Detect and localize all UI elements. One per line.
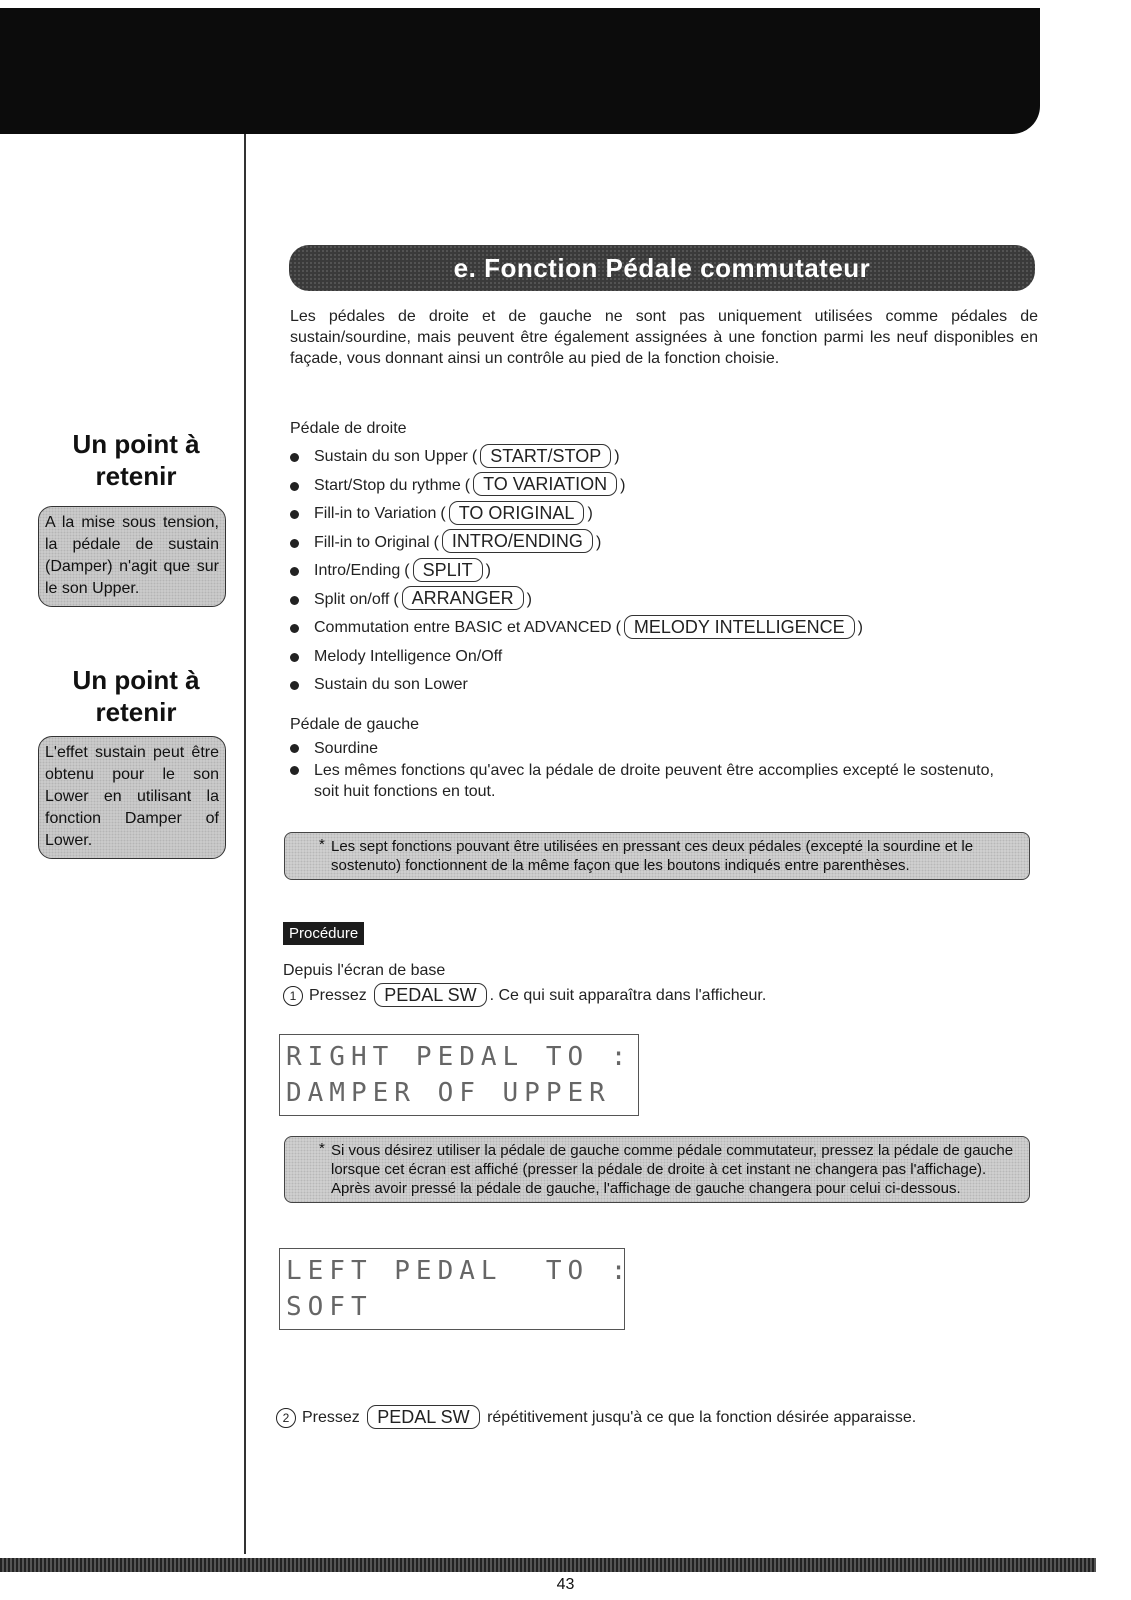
right-pedal-list (288, 443, 863, 700)
list-item: Sustain du son Lower (288, 671, 863, 700)
lcd-display-right (279, 1034, 639, 1116)
pedal-sw-key: PEDAL SW (374, 983, 486, 1007)
to-original-key: TO ORIGINAL (449, 501, 585, 525)
split-key: SPLIT (413, 558, 483, 582)
list-item: Sustain du son Upper ( START/STOP ) (288, 443, 863, 472)
left-pedal-heading: Pédale de gauche (290, 716, 419, 733)
sidebar-heading-2: Un point à retenir (72, 665, 200, 727)
list-item: Split on/off ( ARRANGER ) (288, 586, 863, 615)
pedal-sw-key: PEDAL SW (367, 1405, 479, 1429)
header-band (0, 8, 1040, 134)
sidebar-heading-1: Un point à retenir (72, 429, 200, 491)
sidebar-tip-1: A la mise sous tension, la pédale de sustain (Damper) n'agit que sur le son Upper. (38, 506, 226, 607)
step-2: 2 Pressez PEDAL SW répétitivement jusqu'à ce que la fonction désirée apparaisse. (276, 1406, 916, 1430)
list-item: Fill-in to Variation ( TO ORIGINAL ) (288, 500, 863, 529)
lcd-line: RIGHT PEDAL TO : (286, 1042, 633, 1072)
left-pedal-list (288, 738, 1018, 803)
intro-ending-key: INTRO/ENDING (442, 529, 593, 553)
lcd-line: SOFT (286, 1292, 373, 1322)
note-box-2: * Si vous désirez utiliser la pédale de gauche comme pédale commutateur, pressez la pédale de gauche lorsque cet écran est affiché (presser la pédale de droite à cet instant ne changera pas l'affichage). Après avoir pressé la pédale de gauche, l'affichage de gauche changera pour celui ci-dessous. (284, 1136, 1030, 1203)
step-1: 1 Pressez PEDAL SW . Ce qui suit apparaîtra dans l'afficheur. (283, 984, 766, 1008)
arranger-key: ARRANGER (402, 586, 524, 610)
to-variation-key: TO VARIATION (473, 472, 617, 496)
margin-divider (244, 134, 246, 1554)
lcd-display-left (279, 1248, 633, 1330)
list-item: Fill-in to Original ( INTRO/ENDING ) (288, 529, 863, 558)
list-item: Melody Intelligence On/Off (288, 643, 863, 672)
footer-band (0, 1558, 1096, 1572)
list-item: Start/Stop du rythme ( TO VARIATION ) (288, 472, 863, 501)
lcd-line: DAMPER OF UPPER (286, 1078, 611, 1108)
header-band-tab (1028, 18, 1040, 58)
start-stop-key: START/STOP (480, 444, 611, 468)
note-box: * Les sept fonctions pouvant être utilisées en pressant ces deux pédales (excepté la sourdine et le sostenuto) fonctionnent de la même façon que les boutons indiqués entre parenthèses. (284, 832, 1030, 880)
step-number: 2 (276, 1408, 296, 1428)
procedure-label: Procédure (283, 922, 364, 945)
list-item: Sourdine (288, 738, 1018, 759)
list-item: Les mêmes fonctions qu'avec la pédale de droite peuvent être accomplies excepté le sostenuto, soit huit fonctions en tout. (288, 760, 1018, 802)
procedure-intro: Depuis l'écran de base (283, 962, 446, 979)
melody-intelligence-key: MELODY INTELLIGENCE (624, 615, 855, 639)
right-pedal-heading: Pédale de droite (290, 420, 407, 437)
page-number: 43 (556, 1576, 575, 1593)
sidebar-tip-2: L'effet sustain peut être obtenu pour le son Lower en utilisant la fonction Damper of Lower. (38, 736, 226, 859)
list-item: Intro/Ending ( SPLIT ) (288, 557, 863, 586)
step-number: 1 (283, 986, 303, 1006)
intro-paragraph: Les pédales de droite et de gauche ne sont pas uniquement utilisées comme pédales de sustain/sourdine, mais peuvent être également assignées à une fonction parmi les neuf disponibles en façade, vous donnant ainsi un contrôle au pied de la fonction choisie. (290, 308, 1038, 367)
section-title: e. Fonction Pédale commutateur (289, 245, 1035, 291)
list-item: Commutation entre BASIC et ADVANCED ( MELODY INTELLIGENCE ) (288, 614, 863, 643)
lcd-line: LEFT PEDAL TO : (286, 1256, 633, 1286)
